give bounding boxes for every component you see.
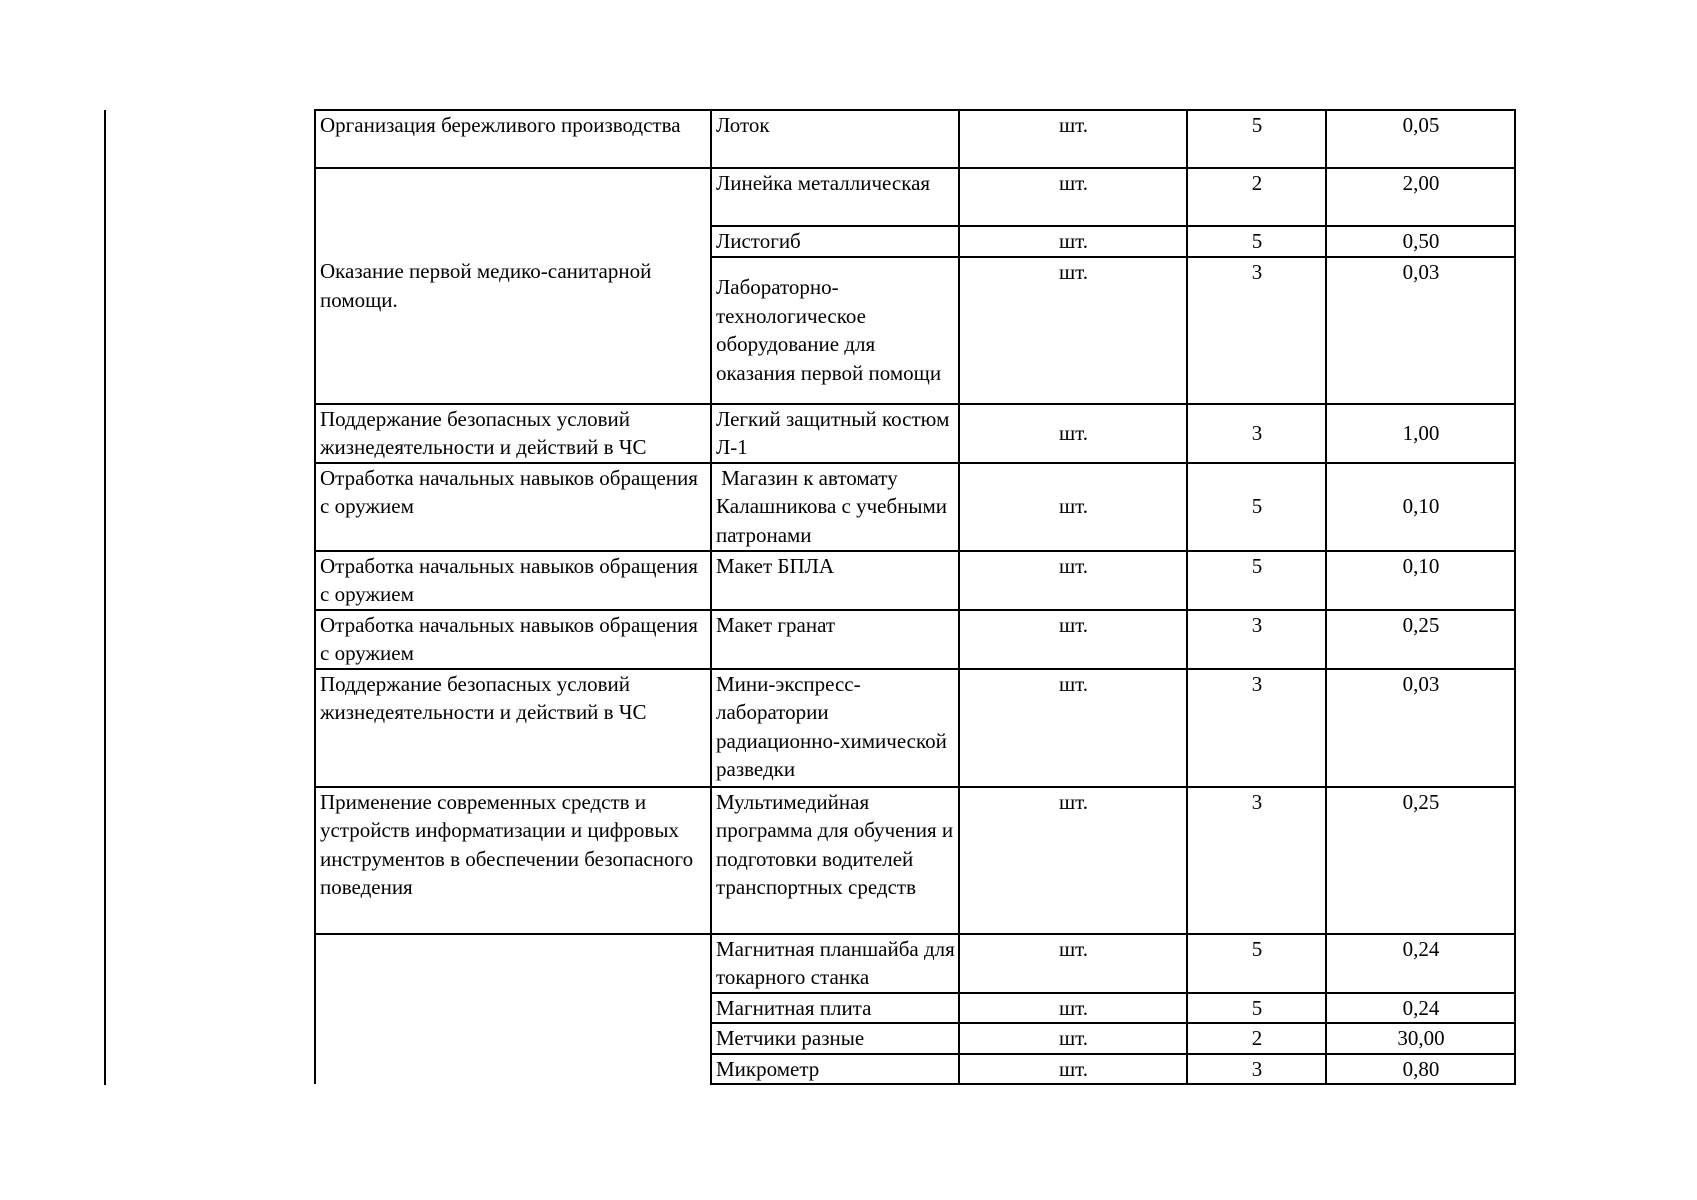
quantity-cell: 3	[1187, 610, 1326, 669]
unit-cell: шт.	[959, 1023, 1187, 1054]
table-row	[315, 463, 1515, 551]
unit-cell: шт.	[959, 168, 1187, 226]
quantity-cell: 3	[1187, 404, 1326, 463]
activity-cell: Отработка начальных навыков обращения с оружием	[315, 463, 711, 551]
item-cell: Магнитная планшайба для токарного станка	[711, 934, 959, 993]
item-cell: Макет БПЛА	[711, 551, 959, 610]
value-cell: 0,80	[1326, 1054, 1515, 1085]
item-cell: Мультимедийная программа для обучения и подготовки водителей транспортных средств	[711, 787, 959, 934]
unit-cell: шт.	[959, 610, 1187, 669]
item-cell: Макет гранат	[711, 610, 959, 669]
activity-cell: Поддержание безопасных условий жизнедеятельности и действий в ЧС	[315, 404, 711, 463]
unit-cell: шт.	[959, 463, 1187, 551]
table-row	[315, 610, 1515, 669]
activity-cell	[315, 934, 711, 1085]
value-cell: 0,24	[1326, 934, 1515, 993]
quantity-cell: 3	[1187, 787, 1326, 934]
item-cell: Лоток	[711, 110, 959, 168]
table-row	[315, 551, 1515, 610]
item-cell: Листогиб	[711, 226, 959, 257]
value-cell: 0,03	[1326, 257, 1515, 404]
activity-cell: Отработка начальных навыков обращения с оружием	[315, 610, 711, 669]
quantity-cell: 5	[1187, 463, 1326, 551]
table-row	[315, 787, 1515, 934]
unit-cell: шт.	[959, 669, 1187, 787]
value-cell: 0,10	[1326, 463, 1515, 551]
item-cell: Легкий защитный костюм Л-1	[711, 404, 959, 463]
unit-cell: шт.	[959, 404, 1187, 463]
quantity-cell: 5	[1187, 110, 1326, 168]
quantity-cell: 2	[1187, 1023, 1326, 1054]
table-row	[315, 404, 1515, 463]
table-row	[315, 669, 1515, 787]
value-cell: 0,24	[1326, 993, 1515, 1024]
equipment-table	[314, 109, 1516, 1085]
value-cell: 0,25	[1326, 610, 1515, 669]
quantity-cell: 2	[1187, 168, 1326, 226]
quantity-cell: 5	[1187, 993, 1326, 1024]
value-cell: 2,00	[1326, 168, 1515, 226]
value-cell: 0,50	[1326, 226, 1515, 257]
activity-cell: Поддержание безопасных условий жизнедеятельности и действий в ЧС	[315, 669, 711, 787]
unit-cell: шт.	[959, 1054, 1187, 1085]
item-cell: Метчики разные	[711, 1023, 959, 1054]
value-cell: 0,03	[1326, 669, 1515, 787]
value-cell: 1,00	[1326, 404, 1515, 463]
table-row	[315, 168, 1515, 226]
value-cell: 30,00	[1326, 1023, 1515, 1054]
item-cell: Лабораторно-технологическое оборудование для оказания первой помощи	[711, 257, 959, 404]
quantity-cell: 3	[1187, 669, 1326, 787]
unit-cell: шт.	[959, 934, 1187, 993]
table-row	[315, 110, 1515, 168]
item-cell: Магнитная плита	[711, 993, 959, 1024]
quantity-cell: 5	[1187, 551, 1326, 610]
item-cell: Мини-экспресс-лаборатории радиационно-химической разведки	[711, 669, 959, 787]
item-cell: Микрометр	[711, 1054, 959, 1085]
quantity-cell: 3	[1187, 1054, 1326, 1085]
unit-cell: шт.	[959, 226, 1187, 257]
item-cell: Магазин к автомату Калашникова с учебными патронами	[711, 463, 959, 551]
value-cell: 0,10	[1326, 551, 1515, 610]
unit-cell: шт.	[959, 551, 1187, 610]
value-cell: 0,05	[1326, 110, 1515, 168]
page-left-rule	[104, 110, 106, 1085]
quantity-cell: 5	[1187, 226, 1326, 257]
unit-cell: шт.	[959, 110, 1187, 168]
activity-cell: Оказание первой медико-санитарной помощи.	[315, 168, 711, 404]
unit-cell: шт.	[959, 257, 1187, 404]
value-cell: 0,25	[1326, 787, 1515, 934]
quantity-cell: 3	[1187, 257, 1326, 404]
activity-cell: Отработка начальных навыков обращения с оружием	[315, 551, 711, 610]
activity-cell: Организация бережливого производства	[315, 110, 711, 168]
unit-cell: шт.	[959, 787, 1187, 934]
unit-cell: шт.	[959, 993, 1187, 1024]
table-row	[315, 934, 1515, 993]
activity-cell: Применение современных средств и устройств информатизации и цифровых инструментов в обеспечении безопасного поведения	[315, 787, 711, 934]
quantity-cell: 5	[1187, 934, 1326, 993]
item-cell: Линейка металлическая	[711, 168, 959, 226]
